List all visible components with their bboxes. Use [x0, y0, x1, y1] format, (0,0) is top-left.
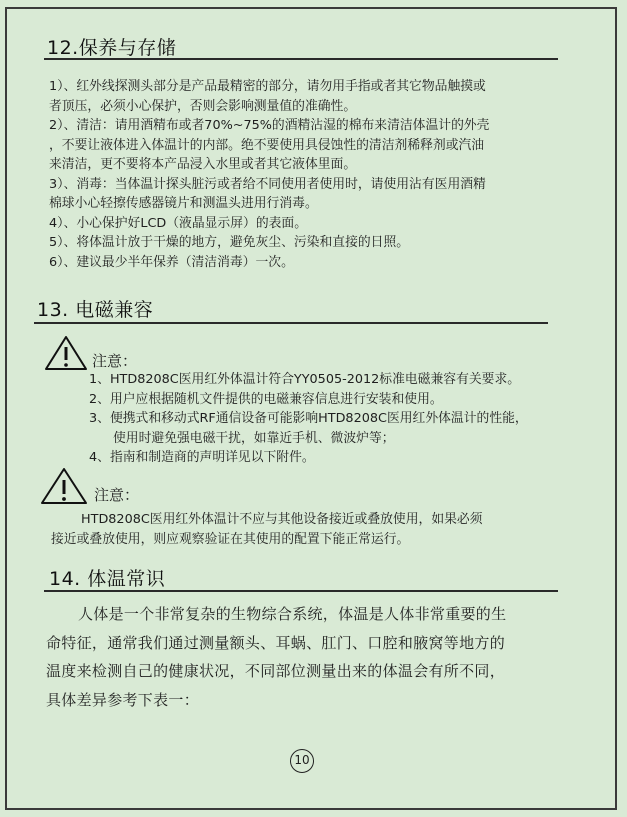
note-1-line-1: 1、HTD8208C医用红外体温计符合YY0505-2012标准电磁兼容有关要求。 [89, 372, 521, 387]
section-12-rule [44, 58, 558, 60]
note-1-line-3: 3、便携式和移动式RF通信设备可能影响HTD8208C医用红外体温计的性能， [89, 411, 528, 426]
note-2-label: 注意： [94, 486, 140, 504]
page-number: 10 [290, 749, 314, 773]
section-12-text [49, 77, 489, 272]
section-14-text [46, 600, 506, 715]
s12-line-8: 4）、小心保护好LCD（液晶显示屏）的表面。 [49, 215, 308, 231]
section-13-title: 13. 电磁兼容 [37, 299, 154, 321]
s12-line-3: 2）、清洁：请用酒精布或者70%~75%的酒精沾湿的棉布来清洁体温计的外壳 [49, 118, 490, 133]
section-13-rule [34, 322, 548, 324]
note-1-list [89, 370, 528, 468]
note-1-line-4: 使用时避免强电磁干扰，如靠近手机、微波炉等； [113, 430, 395, 446]
s14-line-1: 人体是一个非常复杂的生物综合系统，体温是人体非常重要的生 [78, 605, 507, 623]
section-12-title: 12.保养与存储 [47, 37, 177, 59]
s14-line-3: 温度来检测自己的健康状况，不同部位测量出来的体温会有所不同， [46, 662, 506, 681]
section-14-title: 14. 体温常识 [49, 568, 166, 590]
s12-line-2: 者顶压，必须小心保护，否则会影响测量值的准确性。 [49, 98, 357, 114]
note-1-label: 注意： [92, 352, 138, 370]
s14-line-2: 命特征，通常我们通过测量额头、耳蜗、肛门、口腔和腋窝等地方的 [46, 633, 506, 652]
warning-triangle-icon [44, 335, 88, 371]
note-1-line-2: 2、用户应根据随机文件提供的电磁兼容信息进行安装和使用。 [89, 391, 443, 407]
s14-line-4: 具体差异参考下表一： [46, 691, 200, 710]
s12-line-1: 1）、红外线探测头部分是产品最精密的部分，请勿用手指或者其它物品触摸或 [49, 79, 486, 94]
section-14-rule [44, 590, 558, 592]
s12-line-10: 6）、建议最少半年保养（清洁消毒）一次。 [49, 254, 294, 270]
s12-line-6: 3）、消毒：当体温计探头脏污或者给不同使用者使用时，请使用沾有医用酒精 [49, 176, 486, 192]
warning-triangle-icon [40, 467, 88, 505]
s12-line-9: 5）、将体温计放于干燥的地方，避免灰尘、污染和直接的日照。 [49, 235, 410, 250]
s12-line-7: 棉球小心轻擦传感器镜片和测温头进用行消毒。 [49, 196, 318, 211]
note-2-line-1: HTD8208C医用红外体温计不应与其他设备接近或叠放使用，如果必须 [81, 512, 483, 527]
s12-line-5: 来清洁，更不要将本产品浸入水里或者其它液体里面。 [49, 157, 357, 172]
s12-line-4: ，不要让液体进入体温计的内部。绝不要使用具侵蚀性的清洁剂稀释剂或汽油 [49, 137, 485, 153]
note-2-line-2: 接近或叠放使用，则应观察验证在其使用的配置下能正常运行。 [51, 531, 410, 547]
note-1-line-5: 4、指南和制造商的声明详见以下附件。 [89, 450, 315, 465]
note-2-text [51, 510, 483, 549]
